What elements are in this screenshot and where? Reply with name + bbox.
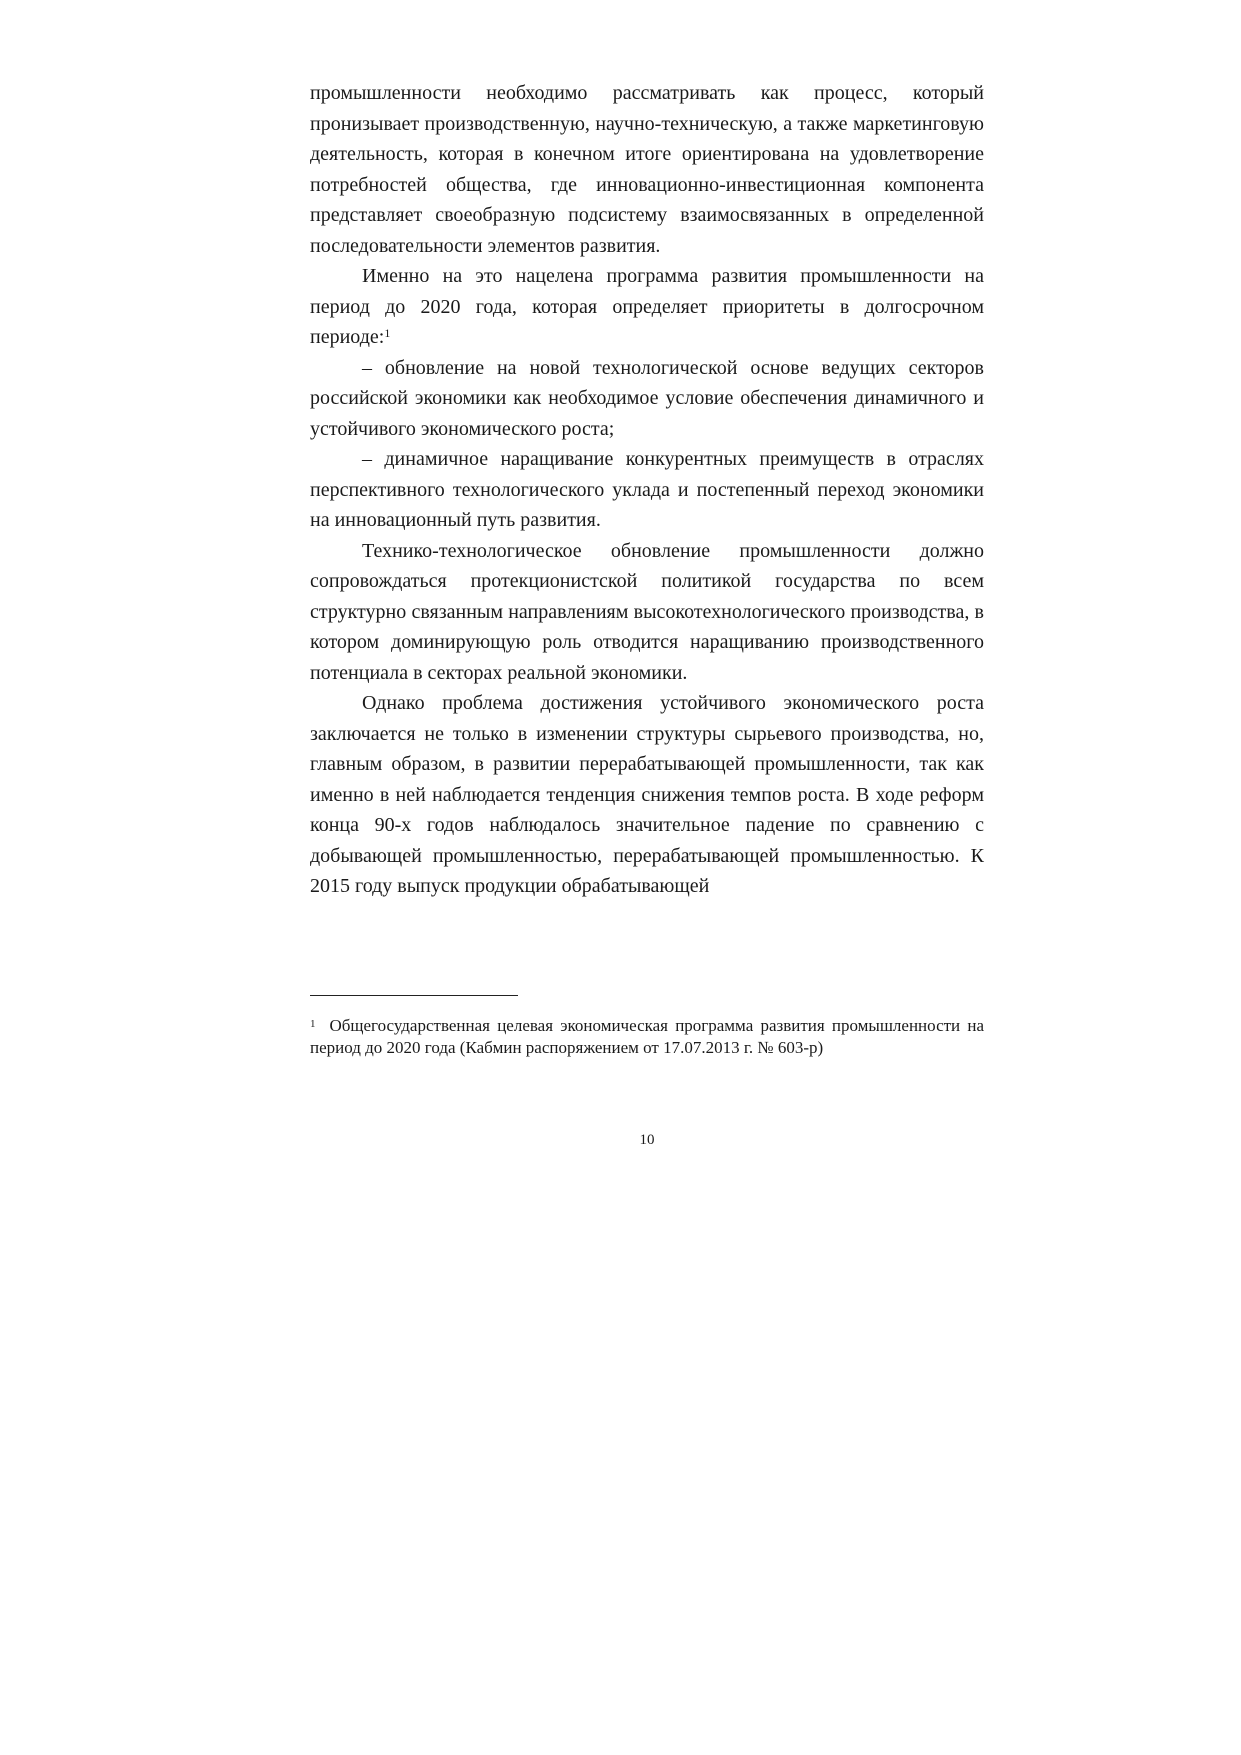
- footnote-text: Общегосударственная целевая экономическая программа развития промышленности на период до 2020 года (Кабмин распоряжением от 17.07.2013 г. № 603-р): [310, 1016, 984, 1057]
- list-item-2: [310, 444, 984, 536]
- footnote-separator: [310, 995, 518, 996]
- footnote: [310, 1015, 984, 1059]
- paragraph-4: [310, 688, 984, 902]
- paragraph-3-text: Технико-технологическое обновление промышленности должно сопровождаться протекционистской политикой государства по всем структурно связанным направлениям высокотехнологического производства, в котором доминирующую роль отводится наращиванию производственного потенциала в секторах реальной экономики.: [310, 539, 984, 684]
- paragraph-1: [310, 78, 984, 261]
- paragraph-4-text: Однако проблема достижения устойчивого экономического роста заключается не только в изменении структуры сырьевого производства, но, главным образом, в развитии перерабатывающей промышленности, так как именно в ней наблюдается тенденция снижения темпов роста. В ходе реформ конца 90-х годов наблюдалось значительное падение по сравнению с добывающей промышленностью, перерабатывающей промышленностью. К 2015 году выпуск продукции обрабатывающей: [310, 692, 984, 897]
- paragraph-1-text: промышленности необходимо рассматривать как процесс, который пронизывает производственную, научно-техническую, а также маркетинговую деятельность, которая в конечном итоге ориентирована на удовлетворение потребностей общества, где инновационно-инвестиционная компонента представляет своеобразную подсистему взаимосвязанных в определенной последовательности элементов развития.: [310, 82, 984, 257]
- paragraph-2-text: Именно на это нацелена программа развития промышленности на период до 2020 года, которая определяет приоритеты в долгосрочном периоде:: [310, 265, 984, 348]
- footnote-mark: 1: [310, 1018, 316, 1030]
- footnote-reference[interactable]: 1: [384, 326, 391, 340]
- paragraph-2: [310, 261, 984, 353]
- list-item-1: [310, 353, 984, 445]
- paragraph-3: [310, 536, 984, 689]
- list-item-2-text: – динамичное наращивание конкурентных преимуществ в отраслях перспективного технологического уклада и постепенный переход экономики на инновационный путь развития.: [310, 448, 984, 531]
- list-item-1-text: – обновление на новой технологической основе ведущих секторов российской экономики как необходимое условие обеспечения динамичного и устойчивого экономического роста;: [310, 356, 984, 440]
- page-number: 10: [639, 1132, 655, 1148]
- body-text: [310, 78, 984, 902]
